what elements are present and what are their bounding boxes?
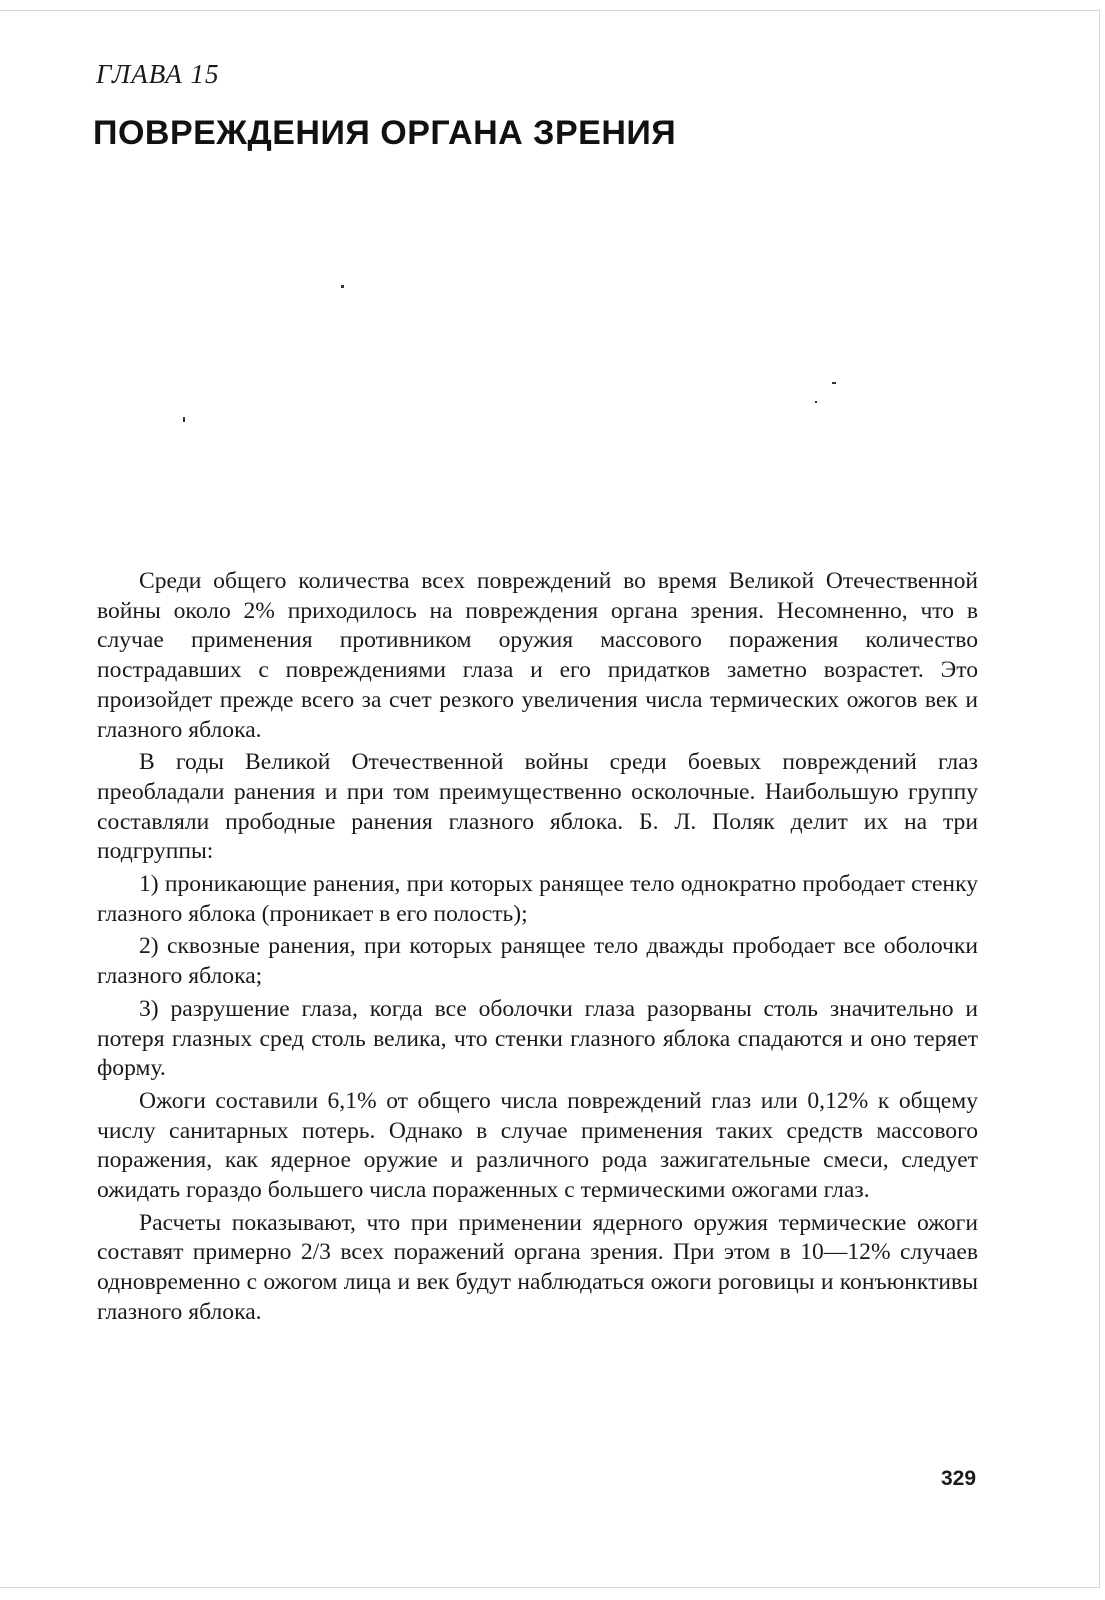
scan-speck — [832, 382, 836, 384]
scan-speck — [341, 285, 344, 288]
list-item: 1) проникающие ранения, при которых ранящее тело однократно прободает стенку глазного яблока (проникает в его полость); — [97, 871, 978, 927]
body-text — [97, 567, 978, 1331]
paragraph: Среди общего количества всех повреждений во время Великой Отечественной войны около 2% приходилось на повреждения органа зрения. Несомненно, что в случае применения противником оружия массового поражения количество пострадавших с повреждениями глаза и его придатков заметно возрастет. Это произойдет прежде всего за счет резкого увеличения числа термических ожогов век и глазного яблока. — [97, 568, 978, 743]
scan-speck — [815, 401, 817, 403]
paragraph: В годы Великой Отечественной войны среди боевых повреждений глаз преобладали ранения и при том преимущественно осколочные. Наибольшую группу составляли прободные ранения глазного яблока. Б. Л. Поляк делит их на три подгруппы: — [97, 749, 978, 865]
chapter-label: ГЛАВА 15 — [96, 59, 220, 89]
book-page — [0, 10, 1100, 1588]
list-item: 3) разрушение глаза, когда все оболочки глаза разорваны столь значительно и потеря глазных сред столь велика, что стенки глазного яблока спадаются и оно теряет форму. — [97, 995, 978, 1082]
paragraph: Ожоги составили 6,1% от общего числа повреждений глаз или 0,12% к общему числу санитарных потерь. Однако в случае применения таких средств массового поражения, как ядерное оружие и различного рода зажигательные смеси, следует ожидать гораздо большего числа пораженных с термическими ожогами глаз. — [97, 1087, 978, 1204]
scan-speck — [183, 417, 185, 422]
chapter-title: ПОВРЕЖДЕНИЯ ОРГАНА ЗРЕНИЯ — [93, 114, 677, 152]
page-number: 329 — [941, 1467, 977, 1490]
paragraph: Расчеты показывают, что при применении ядерного оружия термические ожоги составят примерно 2/3 всех поражений органа зрения. При этом в 10—12% случаев одновременно с ожогом лица и век будут наблюдаться ожоги роговицы и конъюнктивы глазного яблока. — [97, 1209, 978, 1325]
list-item: 2) сквозные ранения, при которых ранящее тело дважды прободает все оболочки глазного яблока; — [97, 933, 978, 990]
